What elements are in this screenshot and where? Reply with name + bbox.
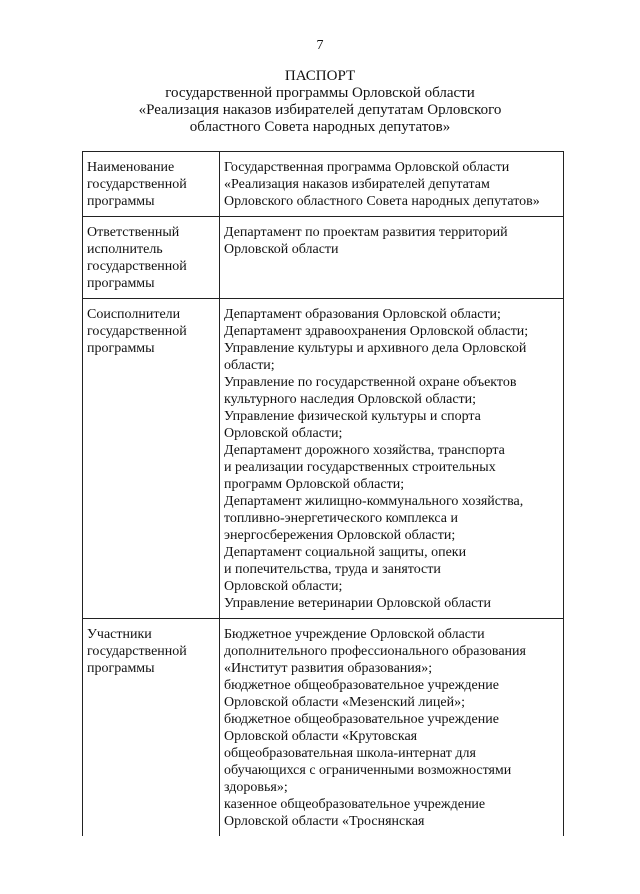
row-value-line: энергосбережения Орловской области;: [224, 528, 456, 543]
row-value-line: Орловской области: [224, 242, 339, 257]
table-row-responsible: [83, 217, 564, 299]
row-value-line: Департамент дорожного хозяйства, транспорта: [224, 443, 505, 458]
row-label-line: государственной: [87, 177, 187, 192]
row-label-cell: [83, 152, 220, 217]
page-number: 7: [316, 38, 324, 53]
row-value-line: и реализации государственных строительных: [224, 460, 496, 475]
row-value-line: Департамент социальной защиты, опеки: [224, 545, 467, 560]
row-label-line: Наименование: [87, 160, 175, 175]
document-title-block: [0, 68, 640, 136]
row-label-line: Участники: [87, 627, 152, 642]
row-label-line: Соисполнители: [87, 307, 181, 322]
row-label-line: программы: [87, 661, 155, 676]
row-label-line: государственной: [87, 644, 187, 659]
row-label-line: государственной: [87, 324, 187, 339]
row-value-line: Орловской области;: [224, 579, 343, 594]
row-value-line: «Институт развития образования»;: [224, 661, 433, 676]
row-value-line: казенное общеобразовательное учреждение: [224, 797, 486, 812]
row-value-line: области;: [224, 358, 275, 373]
row-value-line: Управление культуры и архивного дела Орловской: [224, 341, 527, 356]
table-row-co-executors: [83, 299, 564, 619]
row-value-line: и попечительства, труда и занятости: [224, 562, 441, 577]
row-label-line: программы: [87, 276, 155, 291]
row-value-cell: [220, 217, 564, 299]
row-value-cell: [220, 152, 564, 217]
row-value-line: культурного наследия Орловской области;: [224, 392, 477, 407]
row-value-cell: [220, 619, 564, 837]
row-value-line: Департамент образования Орловской области;: [224, 307, 501, 322]
row-value-line: топливно-энергетического комплекса и: [224, 511, 458, 526]
document-subtitle-line: областного Совета народных депутатов»: [189, 119, 451, 135]
row-value-line: дополнительного профессионального образования: [224, 644, 526, 659]
row-value-line: программ Орловской области;: [224, 477, 405, 492]
row-label-cell: [83, 217, 220, 299]
row-value-line: Управление по государственной охране объектов: [224, 375, 517, 390]
row-label-line: программы: [87, 194, 155, 209]
document-subtitle-line: «Реализация наказов избирателей депутатам Орловского: [138, 102, 502, 118]
row-value-line: Орловской области «Крутовская: [224, 729, 418, 744]
row-label-cell: [83, 619, 220, 837]
row-value-line: Орловского областного Совета народных депутатов»: [224, 194, 540, 209]
passport-table: [82, 151, 564, 836]
row-value-line: Государственная программа Орловской области: [224, 160, 510, 175]
row-value-line: Департамент здравоохранения Орловской области;: [224, 324, 529, 339]
row-value-line: общеобразовательная школа-интернат для: [224, 746, 476, 761]
row-value-line: бюджетное общеобразовательное учреждение: [224, 678, 499, 693]
document-subtitle-line: государственной программы Орловской области: [165, 85, 475, 101]
row-value-line: Бюджетное учреждение Орловской области: [224, 627, 485, 642]
row-value-line: Орловской области «Троснянская: [224, 814, 425, 829]
row-value-line: Департамент по проектам развития территорий: [224, 225, 508, 240]
table-row-name: [83, 152, 564, 217]
table-row-participants: [83, 619, 564, 837]
row-value-line: обучающихся с ограниченными возможностями: [224, 763, 512, 778]
row-label-cell: [83, 299, 220, 619]
row-label-line: Ответственный: [87, 225, 180, 240]
row-value-line: Орловской области «Мезенский лицей»;: [224, 695, 465, 710]
row-value-line: Управление ветеринарии Орловской области: [224, 596, 492, 611]
row-value-line: Департамент жилищно-коммунального хозяйства,: [224, 494, 524, 509]
row-value-line: Управление физической культуры и спорта: [224, 409, 481, 424]
row-value-line: бюджетное общеобразовательное учреждение: [224, 712, 499, 727]
row-value-line: здоровья»;: [224, 780, 288, 795]
row-value-line: «Реализация наказов избирателей депутатам: [224, 177, 490, 192]
row-label-line: исполнитель: [87, 242, 163, 257]
row-label-line: государственной: [87, 259, 187, 274]
row-value-line: Орловской области;: [224, 426, 343, 441]
row-label-line: программы: [87, 341, 155, 356]
document-title: ПАСПОРТ: [284, 68, 356, 84]
row-value-cell: [220, 299, 564, 619]
